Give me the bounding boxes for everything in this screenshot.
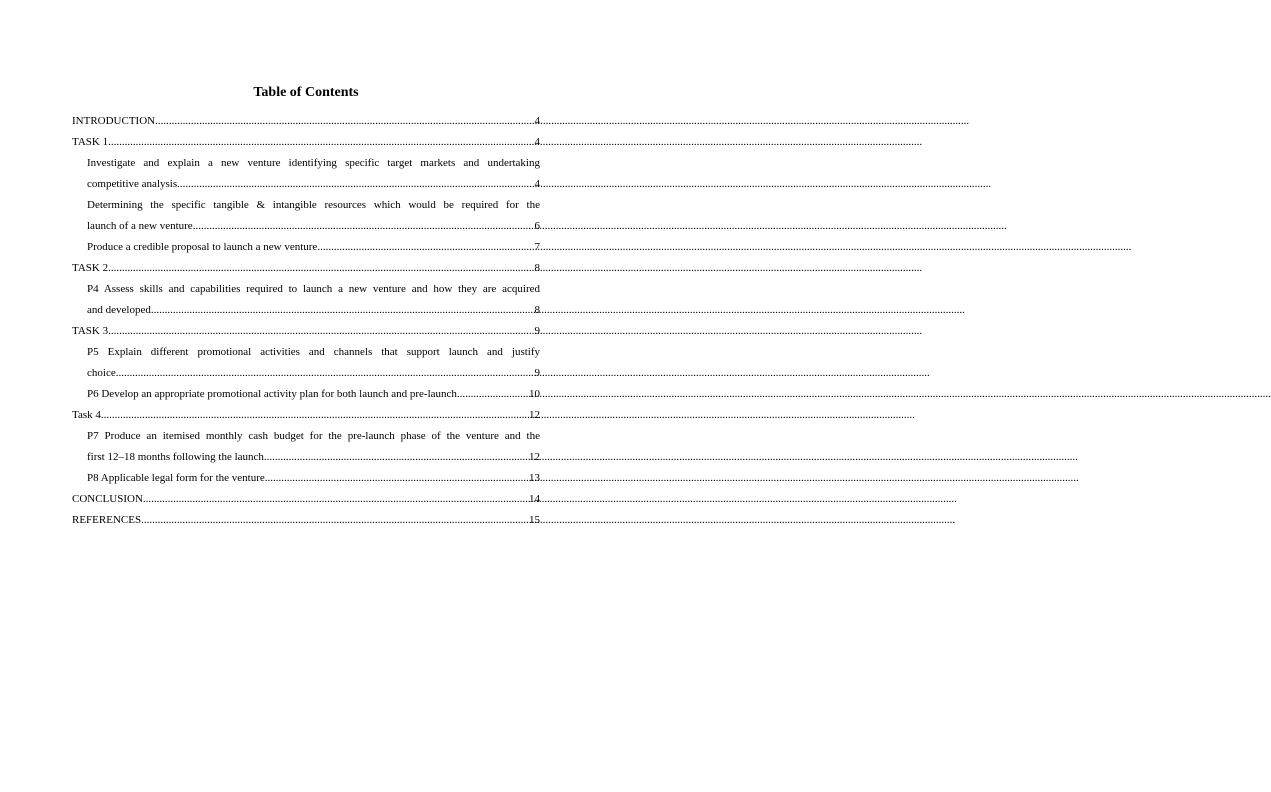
toc-entry-p7[interactable] — [72, 426, 540, 468]
toc-entry-label: TASK 3 — [72, 325, 109, 337]
toc-entry-label-line-1: P5 Explain different promotional activities and channels that support launch and justify — [87, 346, 540, 358]
dot-leader — [457, 384, 529, 405]
toc-entry-page: 4 — [534, 178, 540, 190]
dot-leader — [177, 174, 534, 195]
toc-entry-determining-resources[interactable] — [72, 195, 540, 237]
toc-entry-page: 12 — [529, 409, 540, 421]
toc-entry-label: P8 Applicable legal form for the venture — [87, 472, 265, 484]
toc-entry-label: Task 4 — [72, 409, 101, 421]
toc-entry-page: 6 — [534, 220, 540, 232]
toc-entry-references[interactable] — [72, 510, 540, 531]
document-page — [0, 0, 612, 792]
toc-entry-label-line-2: first 12–18 months following the launch — [87, 451, 264, 463]
toc-entry-page: 9 — [534, 325, 540, 337]
toc-entry-label: TASK 1 — [72, 136, 109, 148]
toc-entry-page: 8 — [534, 262, 540, 274]
toc-entry-page: 7 — [534, 241, 540, 253]
toc-entry-p6[interactable] — [72, 384, 540, 405]
toc-entry-p4[interactable] — [72, 279, 540, 321]
toc-entry-task-1[interactable] — [72, 132, 540, 153]
toc-entry-p8[interactable] — [72, 468, 540, 489]
toc-entry-page: 12 — [529, 451, 540, 463]
dot-leader — [317, 237, 534, 258]
toc-entry-page: 4 — [534, 115, 540, 127]
toc-entry-label: CONCLUSION — [72, 493, 143, 505]
toc-entry-task-4[interactable] — [72, 405, 540, 426]
toc-entry-label: REFERENCES — [72, 514, 142, 526]
toc-entry-conclusion[interactable] — [72, 489, 540, 510]
toc-entry-page: 15 — [529, 514, 540, 526]
toc-list — [72, 111, 540, 531]
toc-entry-label-line-1: Investigate and explain a new venture identifying specific target markets and undertaking — [87, 157, 540, 169]
dot-leader — [108, 258, 534, 279]
dot-leader — [141, 510, 529, 531]
toc-entry-label-line-2: launch of a new venture — [87, 220, 193, 232]
toc-entry-page: 13 — [529, 472, 540, 484]
toc-title: Table of Contents — [253, 85, 359, 100]
toc-entry-label-line-2: competitive analysis — [87, 178, 178, 190]
dot-leader — [143, 489, 529, 510]
dot-leader — [151, 300, 535, 321]
toc-entry-page: 14 — [529, 493, 540, 505]
toc-entry-label-line-1: P4 Assess skills and capabilities required to launch a new venture and how they are acquired — [87, 283, 540, 295]
toc-entry-investigate-new-venture[interactable] — [72, 153, 540, 195]
dot-leader — [108, 132, 534, 153]
dot-leader — [264, 447, 529, 468]
dot-leader — [101, 405, 529, 426]
dot-leader — [108, 321, 534, 342]
toc-entry-page: 8 — [534, 304, 540, 316]
toc-entry-page: 4 — [534, 136, 540, 148]
dot-leader — [155, 111, 534, 132]
toc-entry-label: INTRODUCTION — [72, 115, 156, 127]
toc-entry-page: 10 — [529, 388, 540, 400]
dot-leader — [265, 468, 529, 489]
toc-entry-task-3[interactable] — [72, 321, 540, 342]
toc-entry-label: TASK 2 — [72, 262, 109, 274]
toc-entry-introduction[interactable] — [72, 111, 540, 132]
toc-entry-label-line-2: and developed — [87, 304, 151, 316]
dot-leader — [116, 363, 535, 384]
toc-entry-label-line-2: choice — [87, 367, 116, 379]
toc-entry-label-line-1: Determining the specific tangible & intangible resources which would be required for the — [87, 199, 540, 211]
toc-entry-p5[interactable] — [72, 342, 540, 384]
toc-entry-page: 9 — [534, 367, 540, 379]
toc-entry-label: Produce a credible proposal to launch a new venture — [87, 241, 318, 253]
toc-entry-task-2[interactable] — [72, 258, 540, 279]
toc-entry-label-line-1: P7 Produce an itemised monthly cash budget for the pre-launch phase of the venture and the — [87, 430, 540, 442]
dot-leader — [193, 216, 535, 237]
toc-entry-label: P6 Develop an appropriate promotional activity plan for both launch and pre-launch — [87, 388, 457, 400]
toc-entry-credible-proposal[interactable] — [72, 237, 540, 258]
